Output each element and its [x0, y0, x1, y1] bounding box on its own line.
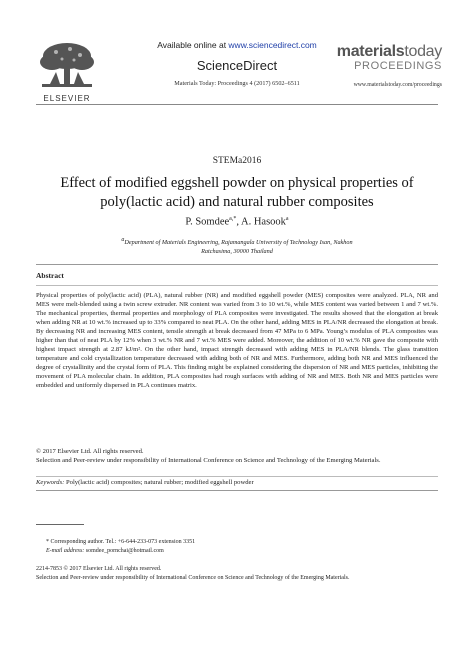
materials-today-logo — [332, 44, 442, 72]
keywords-label: Keywords: — [36, 479, 65, 486]
abstract-heading-rule — [36, 285, 438, 286]
keywords-text: Poly(lactic acid) composites; natural rubber; modified eggshell powder — [64, 479, 254, 486]
author-1: P. Somdee — [185, 216, 230, 228]
peer-review-line: Selection and Peer-review under responsibility of International Conference on Science and Technology of the Emerging Materials. — [36, 457, 381, 465]
sciencedirect-link[interactable]: www.sciencedirect.com — [228, 40, 317, 50]
email-line — [46, 548, 164, 554]
proceedings-word: PROCEEDINGS — [354, 60, 442, 72]
journal-url: www.materialstoday.com/proceedings — [353, 82, 442, 88]
materials-today-wordmark — [332, 44, 442, 60]
elsevier-wordmark: ELSEVIER — [43, 94, 91, 103]
author-2-superscript: a — [285, 216, 289, 222]
today-word: today — [404, 43, 442, 60]
author-line — [0, 216, 474, 228]
sciencedirect-title: ScienceDirect — [196, 58, 278, 73]
affiliation — [120, 236, 354, 256]
affiliation-text: Department of Materials Engineering, Rajamangala University of Technology Isan, Nakhon Ratchasima, 30000 Thailand — [124, 239, 353, 256]
available-prefix: Available online at — [157, 40, 229, 50]
journal-reference: Materials Today: Proceedings 4 (2017) 6502–6511 — [174, 80, 300, 87]
affiliation-superscript: a — [121, 237, 125, 243]
copyright-line: © 2017 Elsevier Ltd. All rights reserved. — [36, 448, 144, 455]
header-divider — [36, 104, 438, 105]
abstract-heading: Abstract — [36, 271, 64, 280]
peer-review-footer: Selection and Peer-review under responsibility of International Conference on Science and Technology of the Emerging Materials. — [36, 575, 350, 581]
author-separator: , A. Hasook — [236, 216, 286, 228]
paper-title: Effect of modified eggshell powder on physical properties of poly(lactic acid) and natural rubber composites — [60, 175, 414, 210]
conference-name: STEMa2016 — [212, 156, 262, 166]
abstract-copyright — [36, 447, 438, 465]
abstract-bottom-rule — [36, 490, 438, 491]
footnote-rule — [36, 524, 84, 525]
materials-word: materials — [336, 43, 405, 60]
author-1-superscript: a,* — [229, 216, 237, 222]
abstract-body: Physical properties of poly(lactic acid) (PLA), natural rubber (NR) and modified eggshell powder (MES) composites were analyzed. PLA, NR and MES were melt-blended using a twin screw extruder. NR content was varied from 3 to 10 wt.%, while MES content was varied between 1 and 7 wt.%. The mechanical properties, thermal properties and morphology of PLA composites were investigated. The results showed that the elongation at break when adding NR at 10 wt.% increased up to 33% compared to neat PLA. On the other hand, adding MES in PLA/NR decreased the elongation at break. By decreasing NR and increasing MES content, tensile strength at break decreased from 47 MPa to 6 MPa. Young’s modulus of PLA composites was higher than that of neat PLA by 12% when 3 wt.% NR and 7 wt.% MES were added. Moreover, the addition of 10 wt.% NR gave the composite with highest impact strength at 2.87 kJ/m². On the other hand, impact strength decreased with adding MES in PLA/NR blends. The glass transition temperature and cold crystallization temperature decreased with adding both of NR and MES. Furthermore, adding both NR and MES influenced the degree of crystallinity and the crystal form of PLA. This finding might be explained considering the dispersion of NR and MES particles, inhibiting the movement of PLA molecular chain. In addition, PLA composites had rough surfaces with adding of NR and MES. Both NR and MES particles were embedded and uniformly dispersed in PLA continues matrix. — [36, 292, 438, 390]
issn-line: 2214-7853 © 2017 Elsevier Ltd. All rights reserved. — [36, 566, 162, 572]
email-label: E-mail address: — [46, 548, 85, 554]
abstract-top-rule — [36, 264, 438, 265]
keywords-top-rule — [36, 476, 438, 477]
email-address[interactable]: somdee_pornchai@hotmail.com — [84, 548, 164, 554]
keywords-line — [36, 479, 438, 486]
corresponding-author-note: * Corresponding author. Tel.: +6-644-233-073 extension 3351 — [46, 539, 196, 545]
